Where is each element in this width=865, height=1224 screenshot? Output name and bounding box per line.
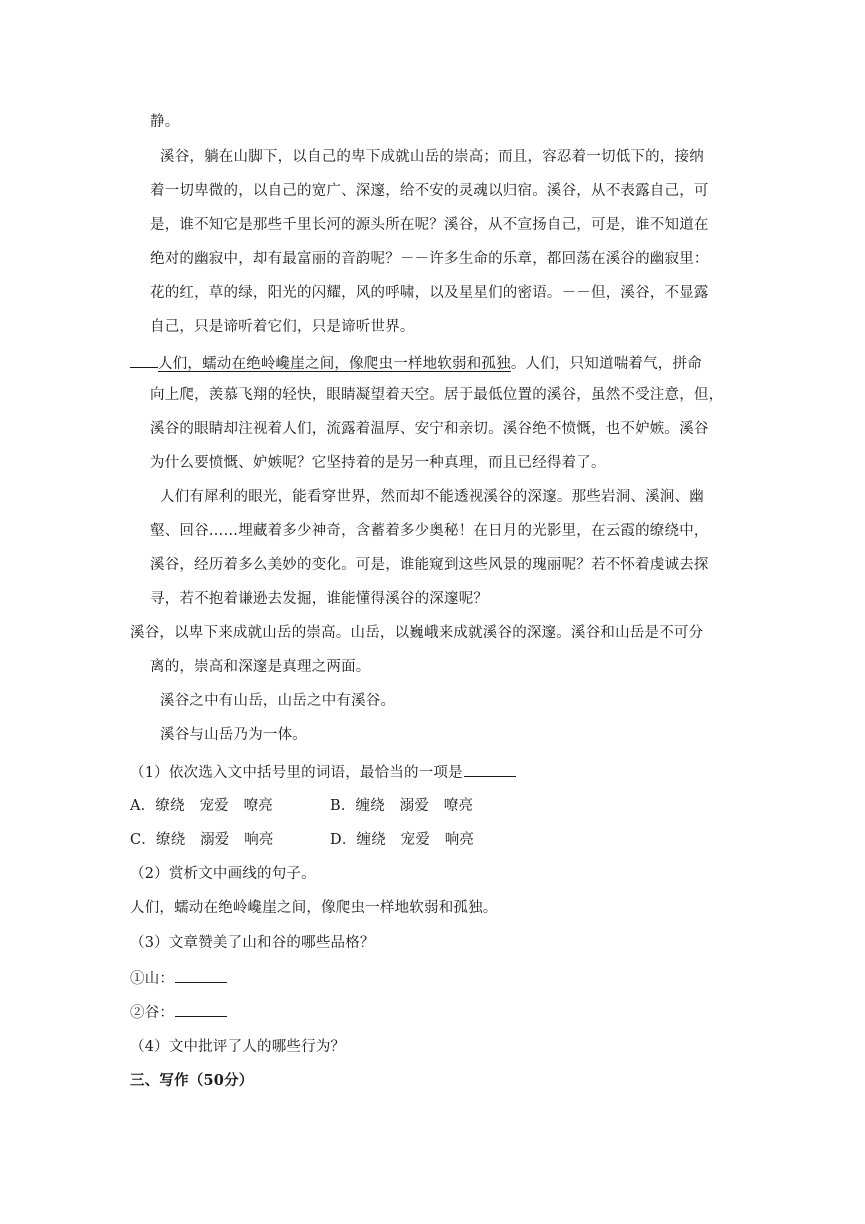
- question-1-text: （1）依次选入文中括号里的词语，最恰当的一项是: [130, 765, 463, 781]
- passage-line: 溪谷与山岳乃为一体。: [160, 727, 307, 743]
- options-row-1: [130, 796, 473, 816]
- question-3-valley: [130, 1002, 227, 1023]
- option-a[interactable]: A．缭绕 宠爱 嘹亮: [130, 798, 273, 814]
- answer-blank[interactable]: [464, 762, 516, 777]
- passage-line: 壑、回谷……埋藏着多少神奇，含蓄着多少奥秘！在日月的光影里，在云霞的缭绕中，: [150, 523, 709, 539]
- passage-line: 绝对的幽寂中，却有最富丽的音韵呢？－－许多生命的乐章，都回荡在溪谷的幽寂里：: [150, 251, 709, 267]
- answer-blank[interactable]: [175, 968, 227, 983]
- question-3: （3）文章赞美了山和谷的哪些品格？: [130, 935, 375, 951]
- passage-line: 自己，只是谛听着它们，只是谛听世界。: [150, 319, 415, 335]
- answer-blank[interactable]: [175, 1002, 227, 1017]
- passage-line-rest: 。人们，只知道喘着气，拼命: [510, 356, 702, 372]
- passage-line: 溪谷之中有山岳，山岳之中有溪谷。: [160, 693, 396, 709]
- question-2-sentence: 人们，蠕动在绝岭巉崖之间，像爬虫一样地软弱和孤独。: [130, 900, 498, 916]
- passage-line: 是，谁不知它是那些千里长河的源头所在呢？溪谷，从不宣扬自己，可是，谁不知道在: [150, 217, 709, 233]
- passage-line: 向上爬，羡慕飞翔的轻快，眼睛凝望着天空。居于最低位置的溪谷，虽然不受注意，但，: [150, 387, 724, 403]
- question-2: （2）赏析文中画线的句子。: [130, 866, 316, 882]
- passage-line: 寻，若不抱着谦逊去发掘，谁能懂得溪谷的深邃呢？: [150, 591, 489, 607]
- passage-line-underlined-sentence: [130, 351, 702, 374]
- options-row-2: [130, 830, 474, 850]
- passage-line: 花的红，草的绿，阳光的闪耀，风的呼啸，以及星星们的密语。－－但，溪谷，不显露: [150, 285, 709, 301]
- underline-lead: [130, 351, 158, 368]
- question-3-mountain: [130, 968, 227, 989]
- passage-line: 人们有犀利的眼光，能看穿世界，然而却不能透视溪谷的深邃。那些岩洞、溪涧、幽: [160, 489, 704, 505]
- option-d[interactable]: D．缠绕 宠爱 响亮: [330, 832, 475, 848]
- passage-line: 离的，崇高和深邃是真理之两面。: [150, 659, 371, 675]
- question-4: （4）文中批评了人的哪些行为？: [130, 1039, 346, 1055]
- section-title: 三、写作（50分）: [130, 1072, 254, 1089]
- passage-line: 溪谷的眼睛却注视着人们，流露着温厚、安宁和亲切。溪谷绝不愤慨，也不妒嫉。溪谷: [150, 421, 709, 437]
- passage-line: 为什么要愤慨、妒嫉呢？它坚持着的是另一种真理，而且已经得着了。: [150, 455, 606, 471]
- option-c[interactable]: C．缭绕 溺爱 响亮: [130, 832, 274, 848]
- passage-line: 溪谷，经历着多么美妙的变化。可是，谁能窥到这些风景的瑰丽呢？若不怀着虔诚去探: [150, 557, 709, 573]
- underlined-sentence: 人们，蠕动在绝岭巉崖之间，像爬虫一样地软弱和孤独: [158, 356, 511, 372]
- passage-line: 溪谷，躺在山脚下，以自己的卑下成就山岳的崇高；而且，容忍着一切低下的，接纳: [160, 149, 704, 165]
- valley-label: ②谷：: [130, 1005, 175, 1021]
- option-b[interactable]: B．缠绕 溺爱 嘹亮: [330, 798, 474, 814]
- passage-line: 静。: [150, 114, 180, 130]
- passage-line: 溪谷，以卑下来成就山岳的崇高。山岳，以巍峨来成就溪谷的深邃。溪谷和山岳是不可分: [130, 625, 704, 641]
- passage-line: 着一切卑微的，以自己的宽广、深邃，给不安的灵魂以归宿。溪谷，从不表露自己，可: [150, 183, 709, 199]
- mountain-label: ①山：: [130, 971, 175, 987]
- question-1: [130, 762, 516, 783]
